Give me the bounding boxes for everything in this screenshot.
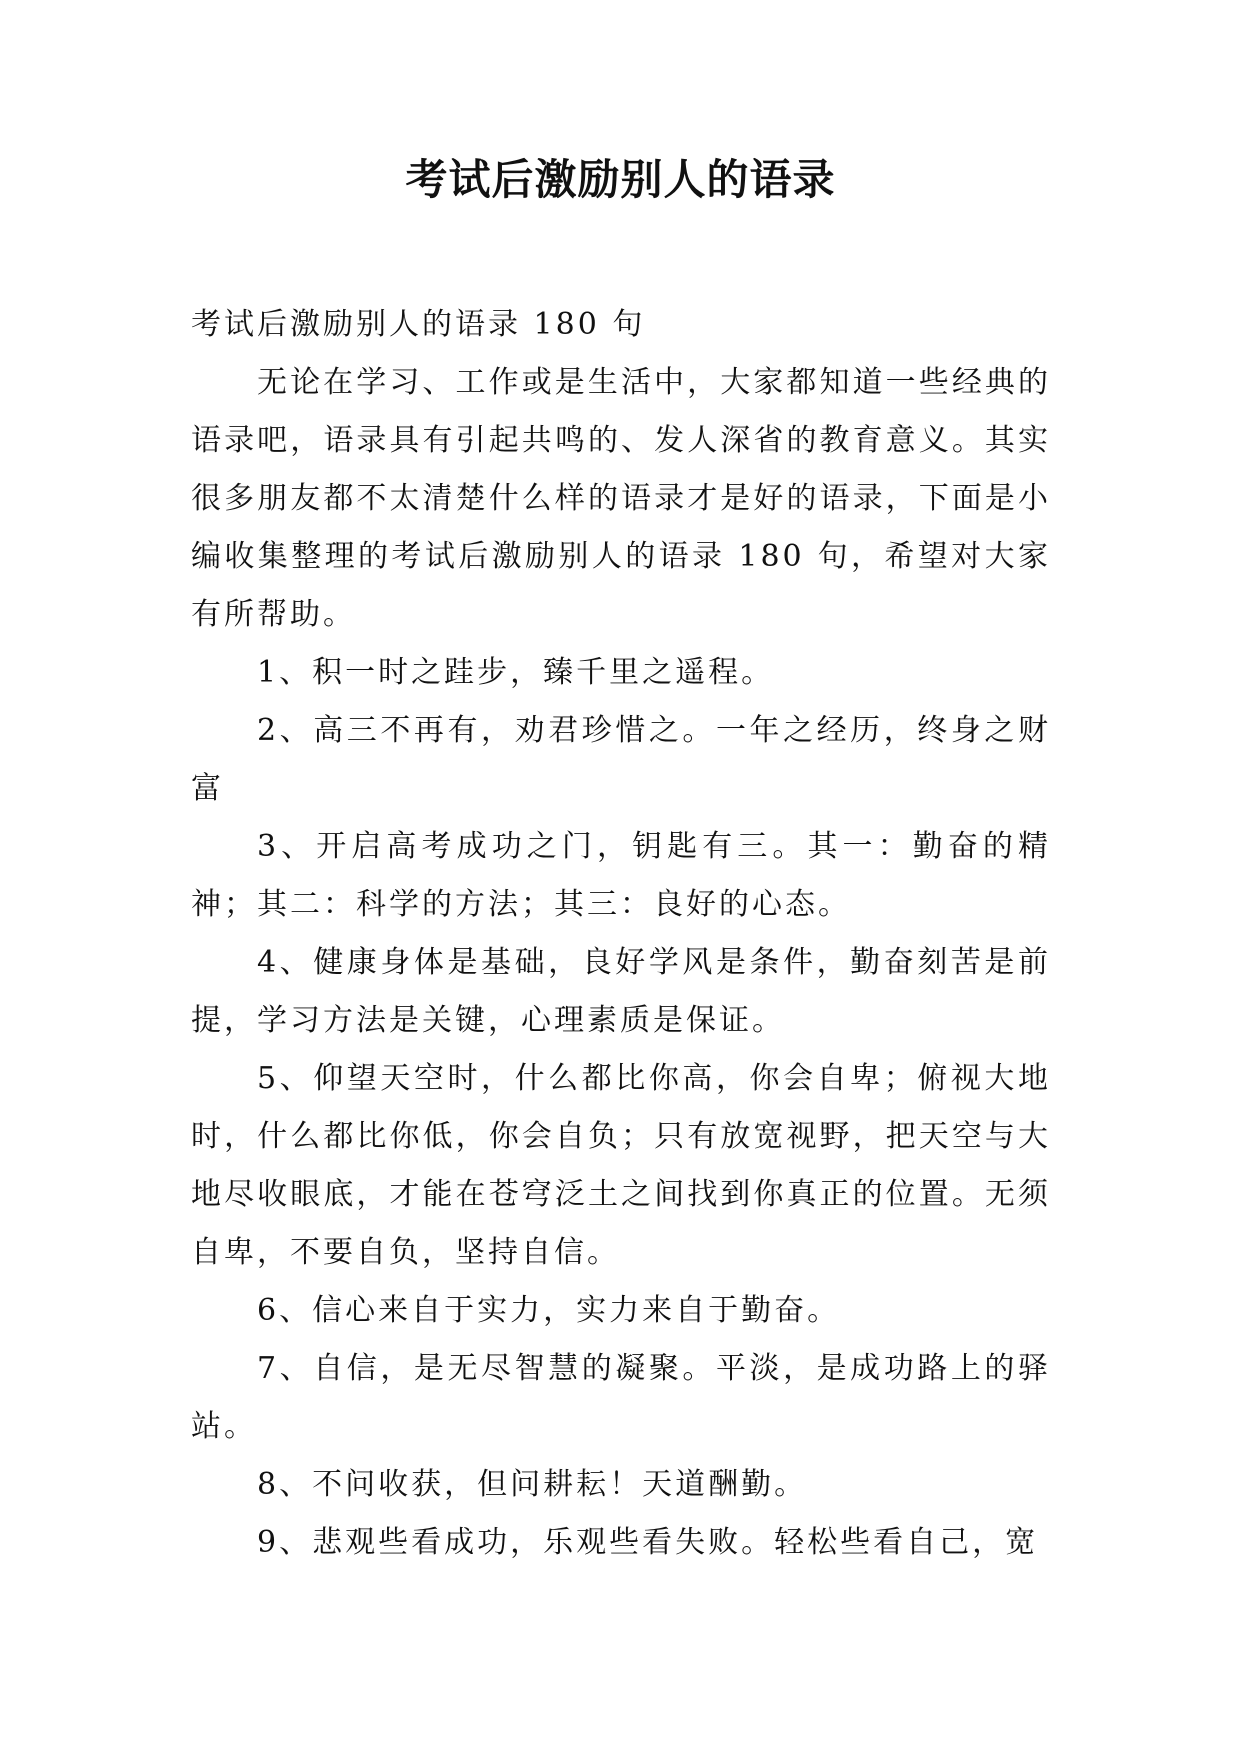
quote-item: 4、健康身体是基础，良好学风是条件，勤奋刻苦是前提，学习方法是关键，心理素质是保证。	[191, 945, 1051, 1038]
quote-item: 2、高三不再有，劝君珍惜之。一年之经历，终身之财富	[191, 713, 1051, 806]
document-body	[191, 296, 1051, 1572]
document-title: 考试后激励别人的语录	[405, 155, 836, 204]
quote-item: 6、信心来自于实力，实力来自于勤奋。	[257, 1293, 841, 1328]
quote-item: 7、自信，是无尽智慧的凝聚。平淡，是成功路上的驿站。	[191, 1351, 1051, 1444]
quote-item: 3、开启高考成功之门，钥匙有三。其一：勤奋的精神；其二：科学的方法；其三：良好的心态。	[191, 829, 1051, 922]
quote-item: 5、仰望天空时，什么都比你高，你会自卑；俯视大地时，什么都比你低，你会自负；只有放宽视野，把天空与大地尽收眼底，才能在苍穹泛土之间找到你真正的位置。无须自卑，不要自负，坚持自信。	[191, 1061, 1051, 1270]
quote-item: 9、悲观些看成功，乐观些看失败。轻松些看自己，宽	[257, 1525, 1039, 1560]
quote-item: 1、积一时之跬步，臻千里之遥程。	[257, 655, 775, 690]
document-subtitle: 考试后激励别人的语录 180 句	[191, 307, 646, 342]
quote-item: 8、不问收获，但问耕耘！天道酬勤。	[257, 1467, 808, 1502]
paragraph-intro: 无论在学习、工作或是生活中，大家都知道一些经典的语录吧，语录具有引起共鸣的、发人深省的教育意义。其实很多朋友都不太清楚什么样的语录才是好的语录，下面是小编收集整理的考试后激励别人的语录 180 句，希望对大家有所帮助。	[191, 365, 1051, 632]
